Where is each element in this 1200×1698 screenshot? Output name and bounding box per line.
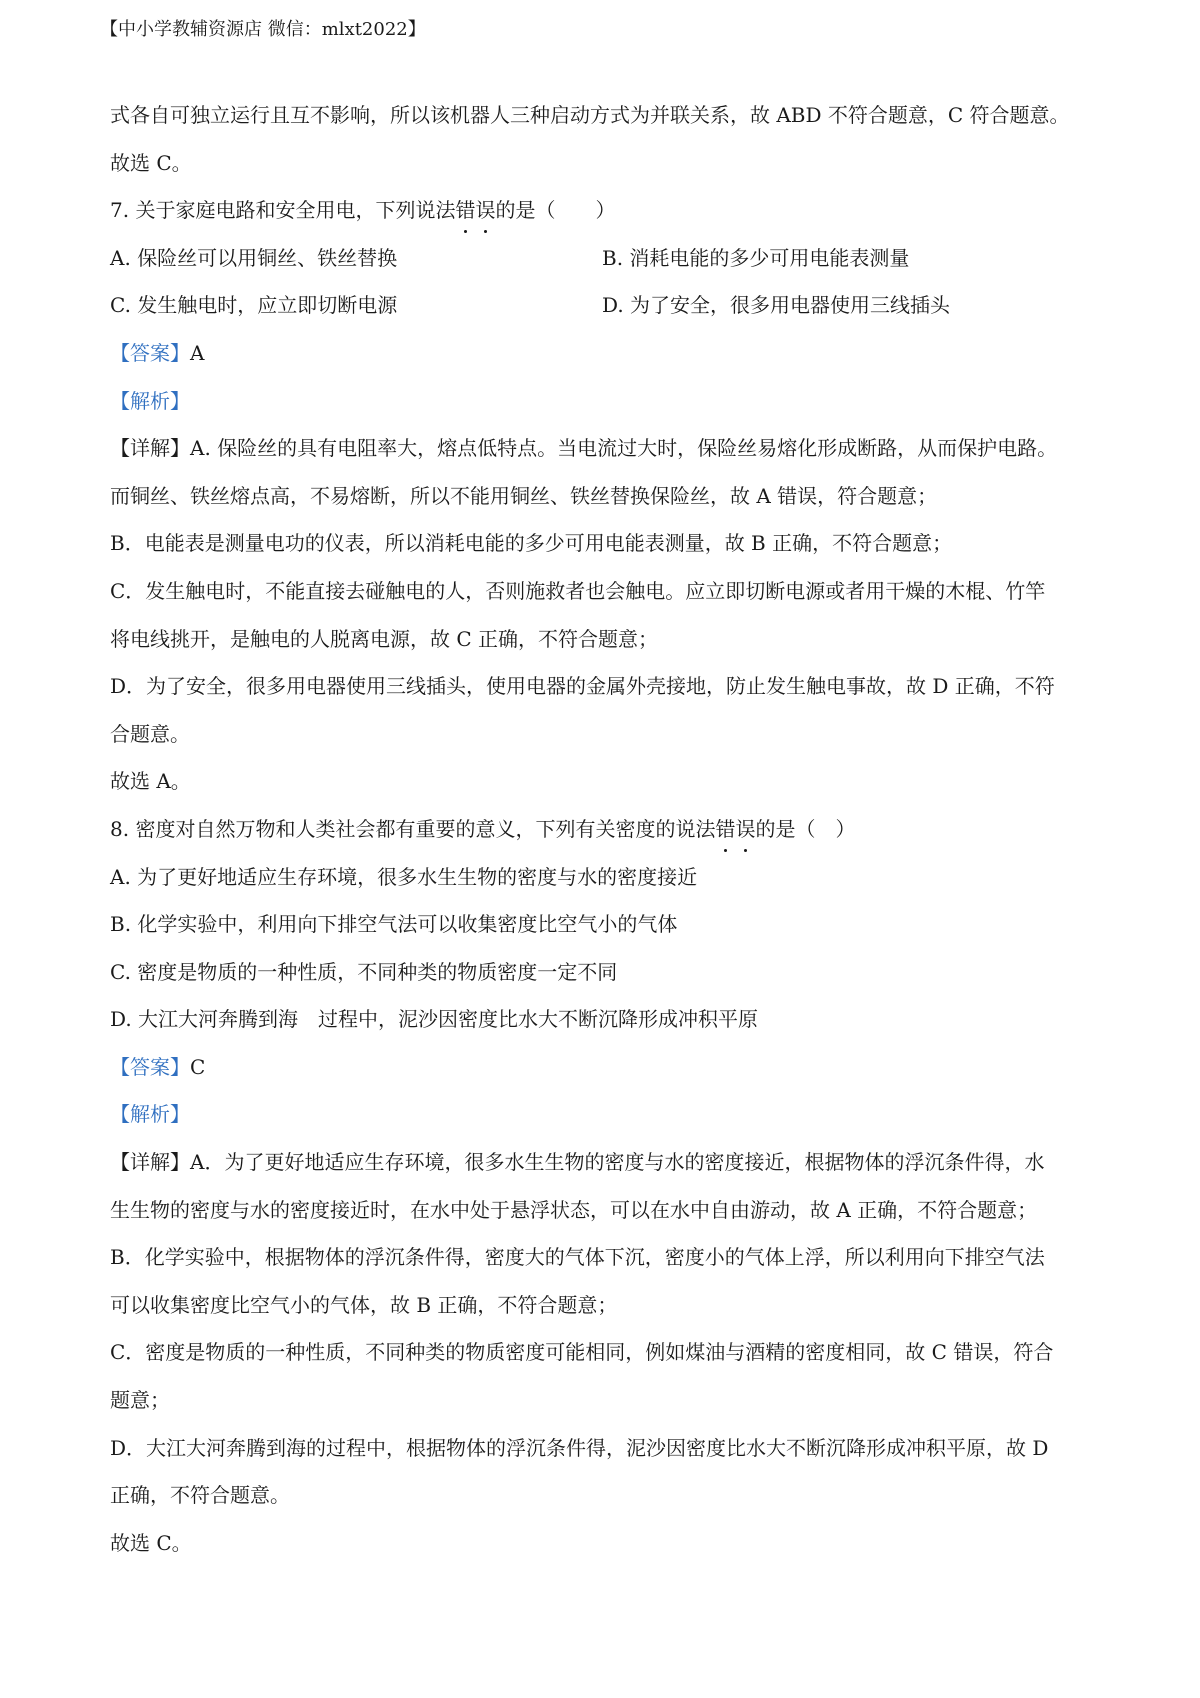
detail-line: C．发生触电时，不能直接去碰触电的人，否则施救者也会触电。应立即切断电源或者用干燥的木棍、竹竿 (110, 578, 1046, 603)
detail-line: 正确，不符合题意。 (110, 1483, 290, 1508)
detail-line: 题意； (110, 1388, 170, 1413)
detail-line: 【详解】A. 保险丝的具有电阻率大，熔点低特点。当电流过大时，保险丝易熔化形成断路，从而保护电路。 (110, 436, 1058, 461)
answer-value: C (190, 1054, 206, 1079)
detail-line: 【详解】A．为了更好地适应生存环境，很多水生生物的密度与水的密度接近，根据物体的浮沉条件得，水 (110, 1150, 1045, 1175)
detail-line: B．化学实验中，根据物体的浮沉条件得，密度大的气体下沉，密度小的气体上浮，所以利用向下排空气法 (110, 1245, 1045, 1270)
question-7-options-row (110, 282, 1100, 330)
option-b: B. 消耗电能的多少可用电能表测量 (602, 245, 910, 270)
option-a: A. 保险丝可以用铜丝、铁丝替换 (110, 245, 398, 270)
detail-line: 故选 C。 (110, 1530, 192, 1555)
question-7-options-row (110, 235, 1100, 283)
detail-line: 生生物的密度与水的密度接近时，在水中处于悬浮状态，可以在水中自由游动，故 A 正确，不符合题意； (110, 1197, 1038, 1222)
analysis-tag: 【解析】 (110, 388, 190, 413)
option-b: B. 化学实验中，利用向下排空气法可以收集密度比空气小的气体 (110, 912, 678, 937)
detail-line: 合题意。 (110, 721, 190, 746)
document-body (110, 92, 1100, 1567)
analysis-tag: 【解析】 (110, 1102, 190, 1127)
question-8-stem: 8. 密度对自然万物和人类社会都有重要的意义，下列有关密度的说法错误的是（ ） (110, 806, 1100, 854)
option-c: C. 密度是物质的一种性质，不同种类的物质密度一定不同 (110, 959, 618, 984)
detail-line: 将电线挑开，是触电的人脱离电源，故 C 正确，不符合题意； (110, 626, 659, 651)
answer-tag: 【答案】 (110, 1054, 190, 1079)
option-c: C. 发生触电时，应立即切断电源 (110, 293, 398, 318)
option-d: D. 为了安全，很多用电器使用三线插头 (602, 293, 951, 318)
detail-line: D．大江大河奔腾到海的过程中，根据物体的浮沉条件得，泥沙因密度比水大不断沉降形成冲积平原，故 D (110, 1435, 1049, 1460)
emphasis-mark: 错 (715, 806, 735, 854)
detail-line: 可以收集密度比空气小的气体，故 B 正确，不符合题意； (110, 1292, 618, 1317)
page-header: 【中小学教辅资源店 微信：mlxt2022】 (100, 19, 426, 40)
question-7-stem: 7. 关于家庭电路和安全用电，下列说法错误的是（ ） (110, 187, 1100, 235)
text-line: 式各自可独立运行且互不影响，所以该机器人三种启动方式为并联关系，故 ABD 不符合题意，C 符合题意。 (110, 103, 1070, 127)
emphasis-mark: 误 (475, 187, 495, 235)
option-a: A. 为了更好地适应生存环境，很多水生生物的密度与水的密度接近 (110, 864, 698, 889)
emphasis-mark: 错 (455, 187, 475, 235)
detail-line: B．电能表是测量电功的仪表，所以消耗电能的多少可用电能表测量，故 B 正确，不符合题意； (110, 531, 953, 556)
answer-line (110, 1044, 1100, 1092)
text-line: 故选 C。 (110, 150, 192, 175)
answer-value: A (190, 340, 205, 365)
detail-line: 而铜丝、铁丝熔点高，不易熔断，所以不能用铜丝、铁丝替换保险丝，故 A 错误，符合题意； (110, 483, 938, 508)
detail-line: C．密度是物质的一种性质，不同种类的物质密度可能相同，例如煤油与酒精的密度相同，故 C 错误，符合 (110, 1340, 1054, 1365)
answer-tag: 【答案】 (110, 340, 190, 365)
option-d: D. 大江大河奔腾到海 过程中，泥沙因密度比水大不断沉降形成冲积平原 (110, 1007, 759, 1032)
answer-line (110, 330, 1100, 378)
detail-line: D．为了安全，很多用电器使用三线插头，使用电器的金属外壳接地，防止发生触电事故，故 D 正确，不符 (110, 674, 1055, 699)
emphasis-mark: 误 (735, 806, 755, 854)
detail-line: 故选 A。 (110, 769, 191, 794)
